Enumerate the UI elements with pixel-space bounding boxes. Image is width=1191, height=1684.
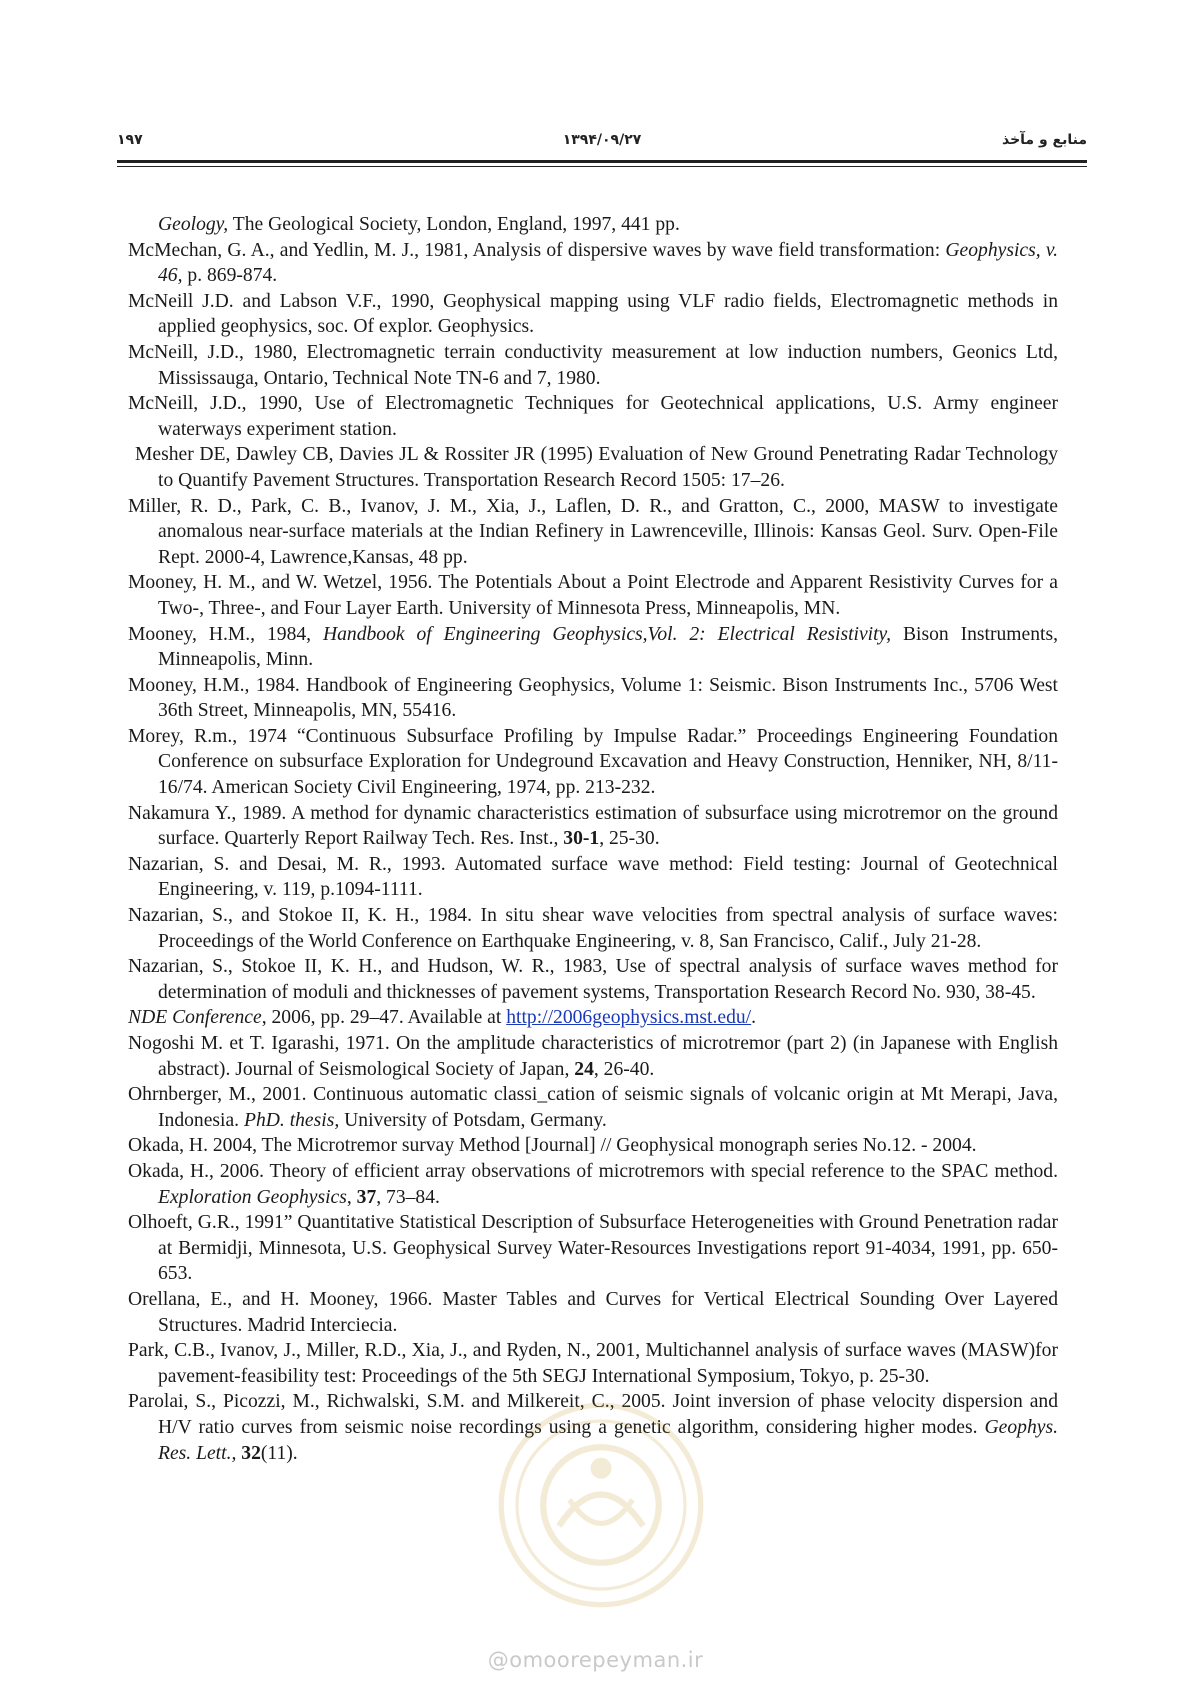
page-number: ۱۹۷ <box>117 132 143 148</box>
reference-link[interactable]: http://2006geophysics.mst.edu/ <box>506 1007 752 1029</box>
header-rule-thin <box>117 166 1087 167</box>
reference-item: Olhoeft, G.R., 1991” Quantitative Statistical Description of Subsurface Heterogeneities with Ground Penetration radar at Bermidji, Minnesota, U.S. Geophysical Survey Water-Resources Investigations report 91-4034, 1991, pp. 650-653. <box>128 1212 1058 1285</box>
reference-item: Nakamura Y., 1989. A method for dynamic characteristics estimation of subsurface using microtremor on the ground surface. Quarterly Report Railway Tech. Res. Inst., 30-1, 25-30. <box>128 802 1058 850</box>
reference-item: Mooney, H. M., and W. Wetzel, 1956. The Potentials About a Point Electrode and Apparent Resistivity Curves for a Two-, Three-, and Four Layer Earth. University of Minnesota Press, Minneapolis, MN. <box>128 572 1058 619</box>
reference-item: McNeill, J.D., 1990, Use of Electromagnetic Techniques for Geotechnical applications, U.S. Army engineer waterways experiment station. <box>128 393 1058 440</box>
reference-item: Nazarian, S. and Desai, M. R., 1993. Automated surface wave method: Field testing: Journal of Geotechnical Engineering, v. 119, p.1094-1111. <box>128 853 1058 901</box>
reference-list <box>128 212 1058 1466</box>
reference-item: Ohrnberger, M., 2001. Continuous automatic classi_cation of seismic signals of volcanic origin at Mt Merapi, Java, Indonesia. PhD. thesis, University of Potsdam, Germany. <box>128 1084 1058 1131</box>
header-rule-thick <box>117 160 1087 163</box>
reference-item: Nogoshi M. et T. Igarashi, 1971. On the amplitude characteristics of microtremor (part 2) (in Japanese with English abstract). Journal of Seismological Society of Japan, 24, 26-40. <box>128 1033 1058 1080</box>
page-header <box>117 130 1087 152</box>
reference-item: Miller, R. D., Park, C. B., Ivanov, J. M., Xia, J., Laflen, D. R., and Gratton, C., 2000, MASW to investigate anomalous near-surface materials at the Indian Refinery in Lawrenceville, Illinois: Kansas Geol. Surv. Open-File Rept. 2000-4, Lawrence,Kansas, 48 pp. <box>128 495 1058 568</box>
reference-item: Park, C.B., Ivanov, J., Miller, R.D., Xia, J., and Ryden, N., 2001, Multichannel analysis of surface waves (MASW)for pavement-feasibility test: Proceedings of the 5th SEGJ International Symposium, Tokyo, p. 25-30. <box>128 1340 1058 1387</box>
reference-item: Orellana, E., and H. Mooney, 1966. Master Tables and Curves for Vertical Electrical Sounding Over Layered Structures. Madrid Interciecia. <box>128 1288 1058 1336</box>
reference-item: Geology, The Geological Society, London, England, 1997, 441 pp. <box>158 214 680 235</box>
reference-item: NDE Conference, 2006, pp. 29–47. Available at http://2006geophysics.mst.edu/. <box>128 1007 757 1029</box>
reference-item: McNeill, J.D., 1980, Electromagnetic terrain conductivity measurement at low induction numbers, Geonics Ltd, Mississauga, Ontario, Technical Note TN-6 and 7, 1980. <box>128 341 1058 389</box>
reference-item: Okada, H. 2004, The Microtremor survay Method [Journal] // Geophysical monograph series No.12. - 2004. <box>128 1135 977 1157</box>
reference-item: Nazarian, S., and Stokoe II, K. H., 1984. In situ shear wave velocities from spectral analysis of surface waves: Proceedings of the World Conference on Earthquake Engineering, v. 8, San Francisco, Calif., July 21-28. <box>128 905 1058 952</box>
header-date: ۱۳۹۴/۰۹/۲۷ <box>562 132 642 148</box>
reference-item: Mooney, H.M., 1984, Handbook of Engineering Geophysics,Vol. 2: Electrical Resistivity, Bison Instruments, Minneapolis, Minn. <box>128 623 1058 671</box>
reference-item: Morey, R.m., 1974 “Continuous Subsurface Profiling by Impulse Radar.” Proceedings Engineering Foundation Conference on subsurface Exploration for Undeground Excavation and Heavy Construction, Henniker, NH, 8/11-16/74. American Society Civil Engineering, 1974, pp. 213-232. <box>128 725 1058 799</box>
reference-item: Okada, H., 2006. Theory of efficient array observations of microtremors with special reference to the SPAC method. Exploration Geophysics, 37, 73–84. <box>128 1160 1058 1208</box>
section-title: منابع و مآخذ <box>1001 132 1087 148</box>
reference-item: Nazarian, S., Stokoe II, K. H., and Hudson, W. R., 1983, Use of spectral analysis of surface waves method for determination of moduli and thicknesses of pavement systems, Transportation Research Record No. 930, 38-45. <box>128 956 1058 1003</box>
reference-item: Mesher DE, Dawley CB, Davies JL & Rossiter JR (1995) Evaluation of New Ground Penetrating Radar Technology to Quantify Pavement Structures. Transportation Research Record 1505: 17–26. <box>135 444 1058 491</box>
reference-item: Parolai, S., Picozzi, M., Richwalski, S.M. and Milkereit, C., 2005. Joint inversion of phase velocity dispersion and H/V ratio curves from seismic noise recordings using a genetic algorithm, considering higher modes. Geophys. Res. Lett., 32(11). <box>128 1391 1058 1464</box>
watermark-text: @omoorepeyman.ir <box>487 1648 704 1672</box>
reference-item: Mooney, H.M., 1984. Handbook of Engineering Geophysics, Volume 1: Seismic. Bison Instruments Inc., 5706 West 36th Street, Minneapolis, MN, 55416. <box>128 674 1058 722</box>
reference-item: McMechan, G. A., and Yedlin, M. J., 1981, Analysis of dispersive waves by wave field transformation: Geophysics, v. 46, p. 869-874. <box>128 239 1058 287</box>
reference-item: McNeill J.D. and Labson V.F., 1990, Geophysical mapping using VLF radio fields, Electromagnetic methods in applied geophysics, soc. Of explor. Geophysics. <box>128 290 1058 338</box>
